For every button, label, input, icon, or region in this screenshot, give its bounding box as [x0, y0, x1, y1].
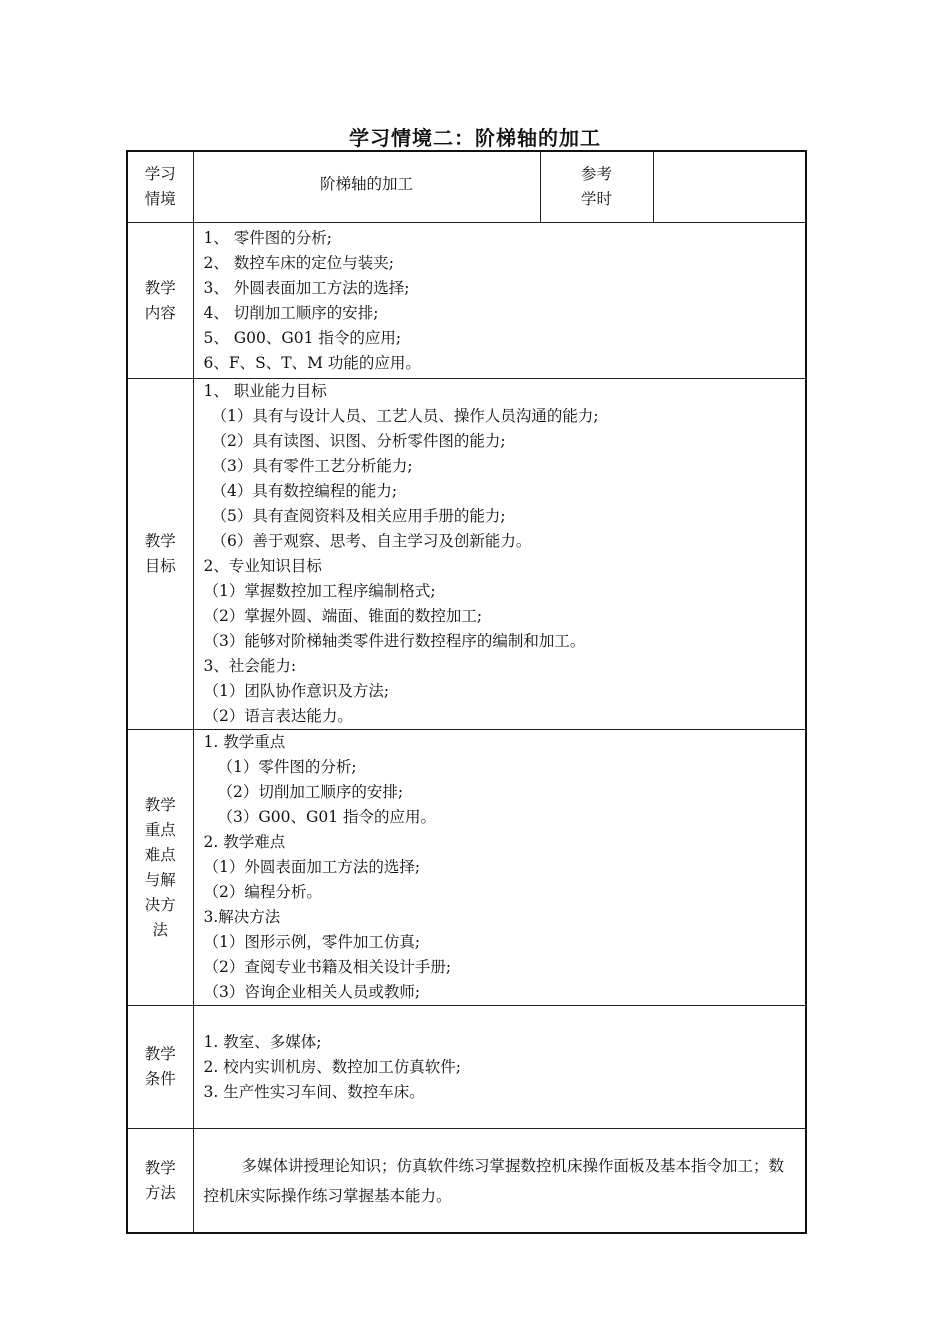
list-item: 2. 校内实训机房、数控加工仿真软件; [203, 1057, 461, 1076]
list-item: （1）团队协作意识及方法; [203, 682, 390, 700]
content-list [193, 223, 806, 379]
goals-list [193, 379, 806, 730]
conditions-label: 教学 条件 [127, 1006, 193, 1129]
conditions-list [193, 1006, 806, 1129]
list-item: （1）掌握数控加工程序编制格式; [203, 582, 436, 600]
methods-label: 教学 方法 [127, 1129, 193, 1234]
content-label: 教学 内容 [127, 223, 193, 379]
goals-label: 教学 目标 [127, 379, 193, 730]
list-item: 2、专业知识目标 [203, 557, 322, 575]
list-item: 1、 零件图的分析; [203, 228, 333, 247]
goals-row [127, 379, 806, 730]
list-item: （3）具有零件工艺分析能力; [211, 457, 413, 475]
content-row [127, 223, 806, 379]
list-item: 3、 外圆表面加工方法的选择; [203, 278, 410, 297]
context-row [127, 151, 806, 223]
list-item: 6、F、S、T、M 功能的应用。 [203, 353, 421, 372]
list-item: 4、 切削加工顺序的安排; [203, 303, 379, 322]
list-item: （2）掌握外圆、端面、锥面的数控加工; [203, 607, 483, 625]
list-item: （2）查阅专业书籍及相关设计手册; [203, 958, 452, 976]
list-item: （5）具有查阅资料及相关应用手册的能力; [211, 507, 506, 525]
list-item: 3、社会能力: [203, 657, 297, 675]
reference-hours-label: 参考 学时 [540, 151, 653, 223]
list-item: （3）能够对阶梯轴类零件进行数控程序的编制和加工。 [203, 632, 586, 650]
list-item: （1）外圆表面加工方法的选择; [203, 858, 421, 876]
list-item: （1）具有与设计人员、工艺人员、操作人员沟通的能力; [211, 407, 599, 425]
list-item: （1）图形示例，零件加工仿真; [203, 933, 421, 951]
list-item: （2）切削加工顺序的安排; [217, 783, 404, 801]
list-item: 5、 G00、G01 指令的应用; [203, 328, 402, 347]
conditions-row [127, 1006, 806, 1129]
keypoints-label: 教学 重点 难点 与解 决方 法 [127, 730, 193, 1006]
list-item: 3.解决方法 [203, 908, 281, 926]
list-item: （2）语言表达能力。 [203, 707, 353, 725]
list-item: 2. 教学难点 [203, 833, 286, 851]
lesson-plan-table [126, 150, 807, 1234]
list-item: 3. 生产性实习车间、数控车床。 [203, 1082, 425, 1101]
list-item: （3）咨询企业相关人员或教师; [203, 983, 421, 1001]
list-item: 1. 教室、多媒体; [203, 1032, 322, 1051]
list-item: （3）G00、G01 指令的应用。 [217, 808, 436, 826]
list-item: 1. 教学重点 [203, 733, 286, 751]
list-item: （1）零件图的分析; [217, 758, 357, 776]
context-value: 阶梯轴的加工 [193, 151, 540, 223]
keypoints-list [193, 730, 806, 1006]
list-item: 2、 数控车床的定位与装夹; [203, 253, 395, 272]
methods-row [127, 1129, 806, 1234]
reference-hours-value [653, 151, 806, 223]
document-title: 学习情境二：阶梯轴的加工 [349, 126, 601, 150]
list-item: （6）善于观察、思考、自主学习及创新能力。 [211, 532, 532, 550]
list-item: （4）具有数控编程的能力; [211, 482, 398, 500]
list-item: （2）具有读图、识图、分析零件图的能力; [211, 432, 506, 450]
methods-text: 多媒体讲授理论知识；仿真软件练习掌握数控机床操作面板及基本指令加工；数控机床实际操作练习掌握基本能力。 [193, 1129, 806, 1234]
list-item: （2）编程分析。 [203, 883, 322, 901]
context-label: 学习 情境 [127, 151, 193, 223]
keypoints-row [127, 730, 806, 1006]
list-item: 1、 职业能力目标 [203, 382, 327, 400]
